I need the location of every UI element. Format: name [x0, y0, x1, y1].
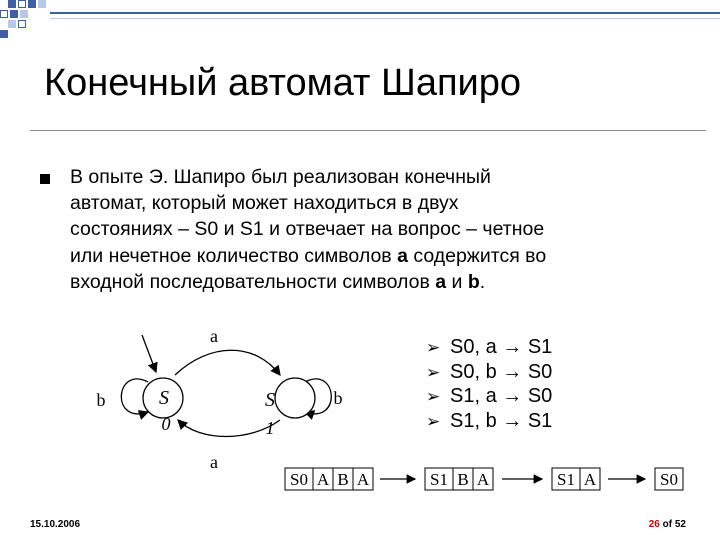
loop-label-b-right: b	[333, 388, 343, 408]
arrow-bullet-icon: ➢	[426, 338, 441, 358]
paragraph-line: автомат, который может находиться в двух	[70, 192, 459, 215]
paragraph-text: входной последовательности символов	[70, 270, 436, 293]
tape-cell-text: S0	[660, 470, 678, 489]
tape-cell-text: A	[316, 470, 330, 489]
tape-cell-text: S1	[430, 470, 448, 489]
deco-square	[8, 0, 16, 8]
footer-date: 15.10.2006	[30, 519, 81, 530]
state-s1-letter: S	[265, 389, 275, 411]
paragraph-line	[70, 243, 692, 269]
page-separator: of	[659, 519, 675, 530]
paragraph-line	[70, 269, 692, 295]
state-s0-letter: S	[159, 387, 169, 409]
edge-label-a-top: a	[210, 326, 218, 346]
transition-text: S1, a → S0	[450, 385, 553, 407]
edge-s0-to-s1	[175, 350, 280, 375]
state-s1-node	[275, 378, 315, 418]
paragraph-line: состояниях – S0 и S1 и отвечает на вопрос – четное	[70, 218, 545, 241]
current-page: 26	[648, 519, 660, 530]
transition-text: S0, a → S1	[450, 336, 553, 358]
edge-label-a-bottom: a	[210, 452, 218, 472]
bold-symbol-a: a	[435, 270, 447, 293]
arrow-bullet-icon: ➢	[426, 362, 441, 383]
tape-cell-text: S1	[557, 470, 575, 489]
deco-square	[20, 10, 28, 18]
tape-cell-text: A	[583, 470, 597, 489]
deco-square	[18, 0, 26, 8]
bold-symbol-a: a	[397, 244, 408, 267]
slide-title: Конечный автомат Шапиро	[44, 62, 522, 104]
deco-square	[0, 30, 8, 38]
transition-item	[426, 410, 552, 435]
page-number	[649, 519, 686, 530]
arrow-bullet-icon: ➢	[426, 411, 441, 432]
description-paragraph	[70, 164, 692, 295]
deco-square	[8, 20, 16, 28]
total-pages: 52	[674, 519, 686, 530]
transition-list	[426, 336, 552, 434]
transition-text: S0, b → S0	[450, 360, 553, 383]
deco-square	[10, 10, 18, 18]
deco-line	[50, 12, 720, 14]
deco-square	[0, 10, 8, 18]
tape-sequence	[280, 460, 710, 500]
loop-label-b-left: b	[96, 390, 106, 410]
deco-square	[38, 0, 46, 8]
square-bullet-icon	[40, 174, 50, 184]
tape-cell-text: B	[457, 470, 469, 489]
state-diagram	[80, 320, 380, 480]
transition-item	[426, 385, 552, 410]
corner-decoration	[0, 0, 60, 40]
tape-cell-text: A	[476, 470, 490, 489]
state-s0-index: 0	[161, 414, 171, 434]
deco-square	[18, 20, 26, 28]
bold-symbol-b: b	[467, 270, 480, 293]
tape-cell-text: B	[337, 470, 349, 489]
transition-item	[426, 361, 552, 386]
state-s1-index: 1	[265, 418, 275, 438]
paragraph-text: .	[479, 270, 486, 293]
tape-cell-text: A	[356, 470, 370, 489]
paragraph-text: содержится во	[407, 244, 547, 267]
paragraph-line: В опыте Э. Шапиро был реализован конечный	[70, 166, 491, 188]
paragraph-text: и	[446, 270, 468, 293]
deco-square	[28, 0, 36, 8]
deco-line	[50, 18, 720, 19]
arrow-bullet-icon: ➢	[426, 387, 441, 407]
title-divider	[30, 130, 706, 131]
paragraph-text: или нечетное количество символов	[70, 244, 398, 267]
transition-item	[426, 336, 552, 361]
tape-cell-text: S0	[290, 470, 308, 489]
start-arrow	[142, 335, 156, 372]
transition-text: S1, b → S1	[450, 409, 553, 432]
